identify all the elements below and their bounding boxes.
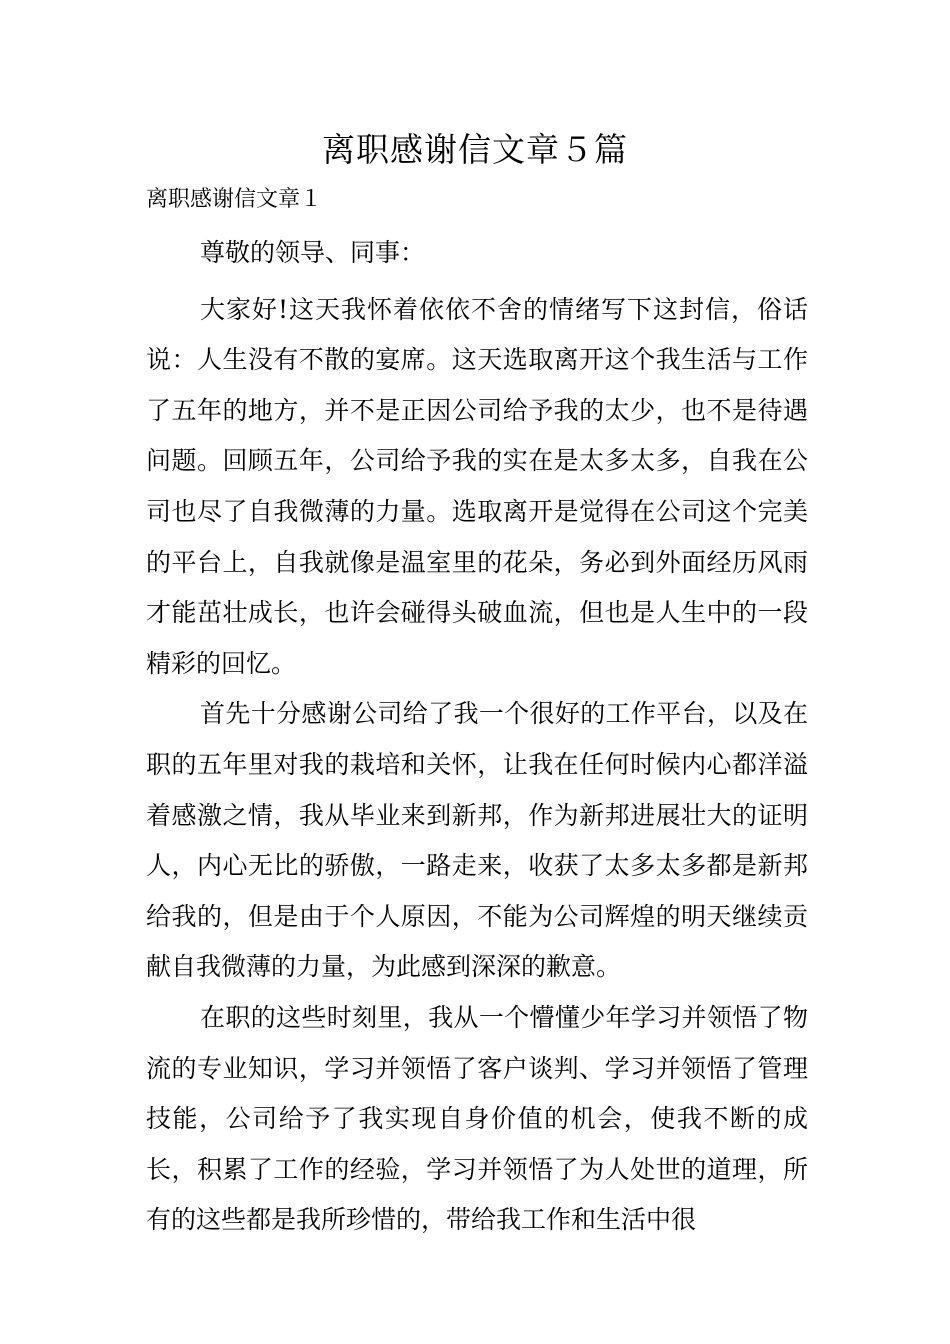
paragraph: 在职的这些时刻里，我从一个懵懂少年学习并领悟了物流的专业知识，学习并领悟了客户谈判、学习并领悟了管理技能，公司给予了我实现自身价值的机会，使我不断的成长，积累了工作的经验，学习并领悟了为人处世的道理，所有的这些都是我所珍惜的，带给我工作和生活中很 [146, 1002, 808, 1235]
letter-body [146, 228, 808, 1246]
section-heading: 离职感谢信文章１ [146, 187, 323, 212]
paragraph: 首先十分感谢公司给了我一个很好的工作平台，以及在职的五年里对我的栽培和关怀，让我在任何时候内心都洋溢着感激之情，我从毕业来到新邦，作为新邦进展壮大的证明人，内心无比的骄傲，一路走来，收获了太多太多都是新邦给我的，但是由于个人原因，不能为公司辉煌的明天继续贡献自我微薄的力量，为此感到深深的歉意。 [146, 699, 808, 982]
document-title: 离职感谢信文章５篇 [322, 130, 628, 169]
salutation: 尊敬的领导、同事： [200, 238, 426, 267]
paragraph: 大家好!这天我怀着依依不舍的情绪写下这封信，俗话说：人生没有不散的宴席。这天选取离开这个我生活与工作了五年的地方，并不是正因公司给予我的太少，也不是待遇问题。回顾五年，公司给予我的实在是太多太多，自我在公司也尽了自我微薄的力量。选取离开是觉得在公司这个完美的平台上，自我就像是温室里的花朵，务必到外面经历风雨才能茁壮成长，也许会碰得头破血流，但也是人生中的一段精彩的回忆。 [146, 294, 808, 678]
